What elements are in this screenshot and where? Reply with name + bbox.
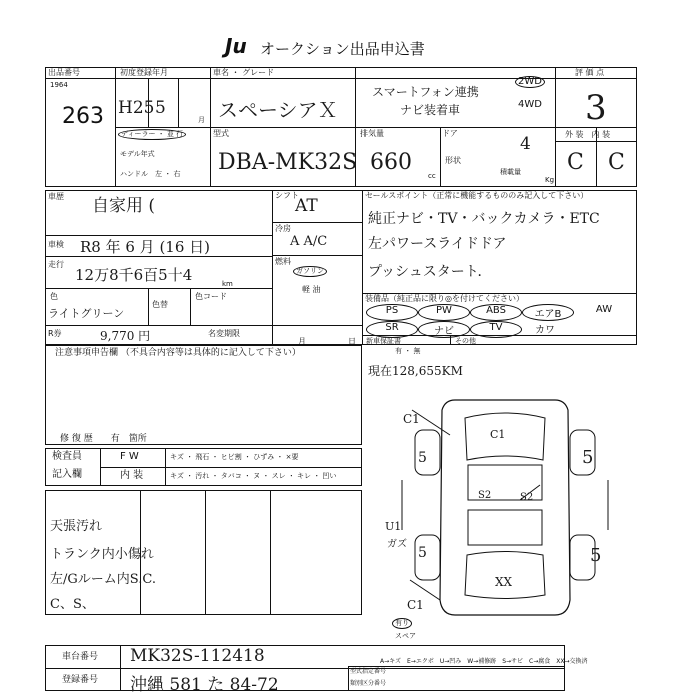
dealer-label: ディーラー ・ 並 行	[118, 129, 186, 140]
first-registration-label: 初度登録年月	[120, 68, 168, 77]
damage-mark-c1-rear: C1	[407, 598, 424, 612]
displacement-label: 排気量	[360, 129, 384, 138]
fuel-label: 燃料	[275, 257, 291, 266]
equipment-ps: PS	[366, 304, 418, 321]
form-title: オークション出品申込書	[260, 40, 425, 58]
displacement: 660	[370, 150, 412, 175]
damage-mark-u1: U1	[385, 520, 402, 533]
kg-unit: Kg	[545, 176, 555, 184]
registration-month: 5	[155, 98, 166, 118]
equipment-sr: SR	[366, 321, 418, 338]
equipment-tv: TV	[470, 321, 522, 338]
history-label: 車歴	[48, 192, 64, 201]
remark-3: 左/Gルーム内S.C.	[50, 572, 156, 587]
handle-label: ハンドル 左 ・ 右	[120, 170, 181, 178]
model-code: DBA-MK32S	[218, 150, 358, 175]
inspector-label: 検査員	[52, 451, 82, 462]
fw-legend: キズ ・ 飛石 ・ ヒビ割 ・ ひずみ ・ ×要	[170, 453, 299, 461]
auction-logo: Ju	[225, 34, 247, 58]
damage-mark-c1-hood: C1	[490, 428, 506, 441]
spare-label: スペア	[395, 632, 416, 640]
aircon-label: 冷房	[275, 224, 291, 233]
model-year-label: モデル年式	[120, 150, 155, 158]
damage-mark-s2-left: S2	[478, 490, 492, 501]
remark-2: トランク内小傷れ	[50, 547, 154, 562]
day-label: 日	[348, 337, 356, 346]
equipment-label: 装備品（純正品に限り◎を付けてください）	[365, 294, 524, 303]
equipment-pw: PW	[418, 304, 470, 321]
exterior-interior-label: 外 装 内 装	[565, 130, 611, 139]
door-label: ドア	[442, 129, 458, 138]
color-code-label: 色コード	[195, 292, 227, 301]
equipment-abs: ABS	[470, 304, 522, 321]
damage-mark-xx: XX	[495, 575, 513, 589]
month-unit: 月	[198, 116, 205, 124]
drive-4wd: 4WD	[518, 99, 542, 110]
caution-label: 注意事項申告欄 （不具合内容等は具体的に記入して下さい）	[55, 348, 301, 358]
equipment-leather: カワ	[535, 325, 555, 336]
sales-point-3: プッシュスタート．	[368, 264, 492, 280]
car-name: スペーシアＸ	[218, 98, 338, 122]
remark-1: 天張汚れ	[50, 519, 103, 534]
equipment-navi: ナビ	[418, 321, 470, 338]
lot-number: 263	[62, 104, 104, 129]
mileage-note: 現在128,655KM	[368, 364, 463, 378]
repair-label: 修 復 歴 有 箇所	[60, 434, 147, 444]
mileage-label: 走行	[48, 260, 64, 269]
warranty-value: 有 ・ 無	[395, 347, 421, 355]
lot-sub: 1964	[50, 81, 68, 89]
sales-point-1: 純正ナビ・TV・バックカメラ・ETC	[368, 211, 600, 227]
drive-2wd: 2WD	[515, 76, 545, 88]
color-value: ライトグリーン	[48, 307, 125, 320]
other-label: その他	[455, 337, 476, 345]
exterior-grade: C	[567, 150, 584, 175]
fuel-value: ガソリン	[293, 266, 327, 277]
spare-value: 有り	[392, 618, 412, 629]
damage-mark-5-fr: 5	[582, 447, 594, 468]
lot-number-label: 出品番号	[48, 68, 80, 77]
plate-label: 登録番号	[62, 675, 99, 685]
plate-value: 沖縄 581 た 84-72	[130, 675, 279, 695]
shift-value: AT	[295, 196, 318, 216]
damage-mark-c1-front: C1	[403, 412, 420, 426]
history-value: 自家用 (	[92, 196, 156, 216]
car-name-label: 車名 ・ グレード	[213, 68, 275, 77]
score: 3	[585, 88, 607, 128]
sales-point-2: 左パワースライドドア	[368, 236, 507, 252]
warranty-label: 新車保証書	[366, 337, 401, 345]
name-change-label: 名変期限	[208, 329, 240, 338]
damage-mark-s2-right: S2	[520, 492, 534, 503]
equipment-airbag: エアB	[522, 304, 574, 321]
inspection-value: R8 年 6 月 (16 日)	[80, 238, 211, 256]
interior-grade: C	[608, 150, 625, 175]
car-damage-diagram	[380, 390, 630, 630]
km-unit: km	[222, 280, 233, 288]
chassis-value: MK32S-112418	[130, 646, 265, 666]
damage-mark-gas: ガズ	[387, 539, 407, 550]
caution-box	[45, 345, 362, 445]
interior-label: 内 装	[120, 470, 144, 481]
light-oil-label: 軽 油	[302, 285, 321, 294]
model-label: 型式	[213, 129, 229, 138]
car-note-2: ナビ装着車	[400, 103, 461, 117]
recycle-value: 9,770 円	[100, 329, 151, 343]
door-count: 4	[520, 134, 531, 154]
equipment-grid	[366, 304, 634, 338]
recycle-label: R券	[48, 329, 62, 338]
color-label: 色	[50, 292, 58, 301]
cc-unit: cc	[428, 172, 436, 180]
chassis-label: 車台番号	[62, 652, 99, 662]
remark-4: C、S、	[50, 597, 95, 612]
shift-label: シフト	[275, 191, 299, 200]
car-note-1: スマートフォン連携	[372, 85, 479, 99]
mileage-value: 12万8千6百5十4	[75, 266, 193, 284]
shape-label: 形状	[445, 156, 461, 165]
era-year: H25	[118, 98, 155, 118]
inspection-label: 車検	[48, 240, 64, 249]
color-change-label: 色替	[152, 300, 168, 309]
damage-mark-5-rr: 5	[590, 545, 602, 566]
inspection-code-label-2: 類別区分番号	[350, 680, 387, 687]
capacity-label: 積載量	[500, 168, 521, 176]
inspection-code-label: 型式指定番号	[350, 668, 387, 675]
damage-mark-5-fl: 5	[418, 450, 427, 466]
aircon-value: A A/C	[290, 234, 328, 249]
fw-label: F W	[120, 451, 139, 462]
score-label: 評 価 点	[575, 68, 605, 77]
damage-legend: A→キズ E→エクボ U→凹み W→補修跡 S→サビ C→腐食 XX→交換済	[380, 658, 588, 665]
interior-legend: キズ ・ 汚れ ・ タバコ ・ ヌ ・ スレ ・ キレ ・ 凹い	[170, 472, 337, 480]
damage-mark-5-rl: 5	[418, 545, 427, 561]
equipment-aw: AW	[595, 304, 613, 315]
month-label: 月	[298, 337, 306, 346]
sales-point-label: セールスポイント（正常に機能するもののみ記入して下さい）	[365, 191, 589, 200]
entry-label: 記入欄	[52, 469, 82, 480]
